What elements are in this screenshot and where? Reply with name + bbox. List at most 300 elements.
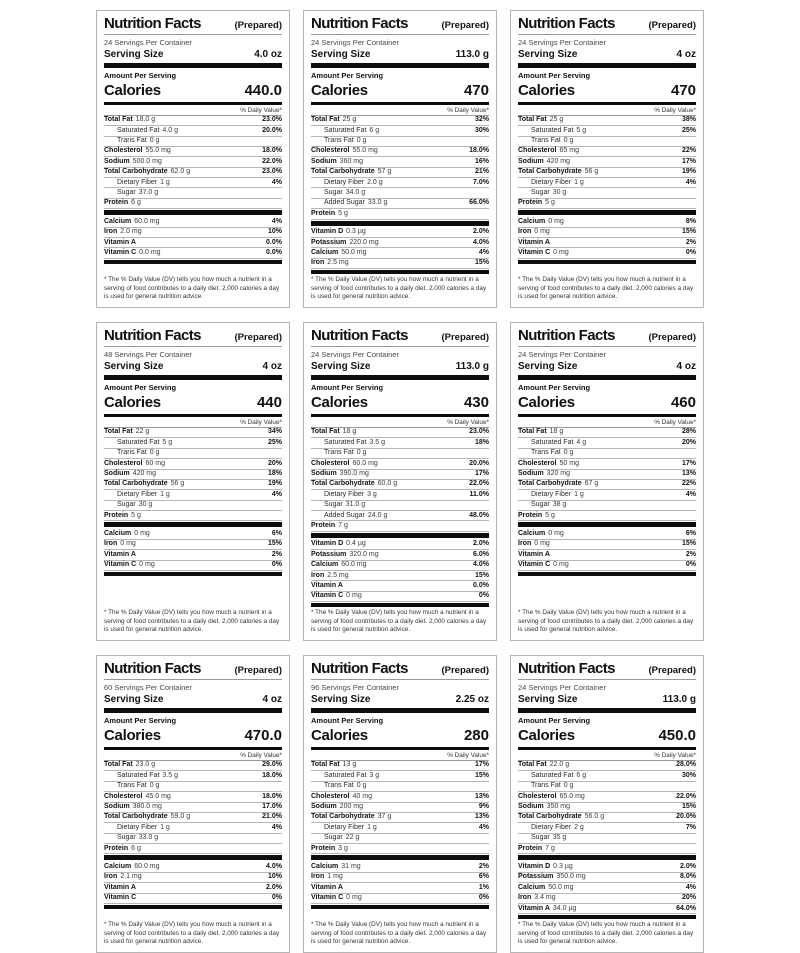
- micro-rows: [104, 529, 282, 571]
- nutrient-left: [311, 522, 348, 530]
- nutrient-daily-value: 18%: [267, 470, 282, 478]
- nutrient-left: [311, 561, 367, 569]
- main-rows: [311, 761, 489, 855]
- nutrient-name: Dietary Fiber: [531, 823, 572, 831]
- nutrient-name: Cholesterol: [311, 792, 350, 800]
- nutrient-left: [104, 761, 155, 769]
- nutrient-daily-value: 0.0%: [473, 581, 489, 589]
- serving-size-label: Serving Size: [311, 693, 371, 705]
- nutrient-name: Calcium: [311, 561, 339, 569]
- nutrient-left: [311, 210, 348, 218]
- footnote: * The % Daily Value (DV) tells you how much a nutrient in a serving of food contributes to a daily diet. 2,000 calories a day is used for general nutrition advice.: [311, 276, 487, 300]
- servings-per-container: 60 Servings Per Container: [104, 682, 192, 692]
- nutrient-row: [518, 470, 696, 480]
- nutrient-row: [518, 157, 696, 167]
- nutrient-name: Protein: [104, 511, 129, 519]
- nutrient-daily-value: 18.0%: [262, 792, 282, 800]
- nutrient-daily-value: 30%: [681, 771, 696, 779]
- calories-label: Calories: [311, 81, 368, 99]
- nutrient-left: [311, 147, 378, 155]
- nutrient-daily-value: 22.0%: [676, 792, 696, 800]
- nutrient-left: [311, 803, 363, 811]
- section-bar: [518, 210, 696, 215]
- nutrient-daily-value: 22%: [681, 147, 696, 155]
- nutrition-facts-label: [510, 10, 704, 308]
- nutrient-amount: 320 mg: [546, 470, 571, 478]
- nutrient-row: [104, 228, 282, 238]
- nutrient-daily-value: 4%: [271, 490, 282, 498]
- nutrient-row: [311, 480, 489, 490]
- nutrient-amount: 18 g: [549, 428, 564, 436]
- label-header: [104, 661, 282, 677]
- label-title: Nutrition Facts: [518, 660, 615, 678]
- nutrient-daily-value: 18.0%: [469, 147, 489, 155]
- nutrient-left: [104, 894, 139, 902]
- nutrient-name: Vitamin C: [104, 894, 137, 902]
- nutrient-daily-value: 1%: [478, 883, 489, 891]
- nutrient-amount: 0 mg: [346, 592, 362, 600]
- nutrient-left: [104, 884, 139, 892]
- nutrient-amount: 420 mg: [546, 157, 571, 165]
- nutrient-left: [311, 259, 349, 267]
- nutrient-row: [311, 873, 489, 883]
- nutrient-amount: 30 g: [552, 188, 567, 196]
- nutrient-amount: 13 g: [342, 761, 357, 769]
- nutrient-daily-value: 17%: [681, 459, 696, 467]
- nutrient-name: Vitamin C: [311, 592, 344, 600]
- nutrient-left: [117, 772, 178, 780]
- calories-value: 280: [463, 726, 489, 744]
- serving-size-label: Serving Size: [311, 360, 371, 372]
- nutrient-left: [311, 845, 348, 853]
- nutrient-left: [518, 228, 550, 236]
- nutrient-left: [117, 491, 170, 499]
- serving-size-row: [518, 693, 696, 707]
- nutrient-row: [518, 449, 696, 459]
- nutrient-left: [104, 813, 190, 821]
- prepared-tag: (Prepared): [648, 20, 696, 31]
- nutrient-row: [104, 116, 282, 126]
- nutrient-name: Protein: [518, 844, 543, 852]
- nutrient-row: [311, 259, 489, 269]
- nutrient-row: [104, 813, 282, 823]
- nutrient-row: [311, 501, 489, 511]
- nutrient-daily-value: 21.0%: [262, 813, 282, 821]
- nutrient-left: [518, 561, 569, 569]
- daily-value-header: % Daily Value*: [311, 751, 489, 761]
- nutrient-daily-value: 16%: [474, 157, 489, 165]
- footnote: * The % Daily Value (DV) tells you how much a nutrient in a serving of food contributes to a daily diet. 2,000 calories a day is used for general nutrition advice.: [104, 921, 280, 946]
- nutrient-name: Saturated Fat: [531, 126, 574, 134]
- medium-bar: [311, 747, 489, 750]
- calories-value: 470: [463, 81, 489, 99]
- main-rows: [518, 761, 696, 855]
- nutrient-daily-value: 2.0%: [473, 228, 489, 236]
- nutrient-left: [117, 137, 159, 145]
- prepared-tag: (Prepared): [234, 20, 282, 31]
- serving-size-label: Serving Size: [518, 48, 578, 60]
- nutrient-amount: 56.0 g: [584, 813, 605, 821]
- nutrient-amount: 0.3 µg: [346, 228, 366, 236]
- nutrient-row: [311, 248, 489, 258]
- serving-size-label: Serving Size: [104, 48, 164, 60]
- nutrient-left: [311, 239, 379, 247]
- nutrient-name: Protein: [311, 521, 336, 529]
- nutrient-row: [104, 540, 282, 550]
- divider: [104, 679, 282, 680]
- nutrient-left: [311, 572, 349, 580]
- calories-row: [518, 726, 696, 746]
- nutrient-left: [104, 540, 136, 548]
- nutrient-name: Vitamin A: [518, 238, 550, 246]
- serving-size-value: 4 oz: [676, 360, 696, 372]
- nutrient-name: Total Carbohydrate: [518, 168, 582, 176]
- nutrient-daily-value: 18.0%: [262, 147, 282, 155]
- nutrient-name: Sugar: [117, 501, 136, 509]
- nutrient-name: Calcium: [311, 862, 339, 870]
- nutrient-amount: 0 g: [356, 137, 367, 145]
- serving-size-row: [104, 360, 282, 374]
- nutrient-name: Total Carbohydrate: [104, 813, 168, 821]
- nutrient-left: [518, 428, 563, 436]
- calories-label: Calories: [518, 393, 575, 411]
- main-rows: [104, 761, 282, 855]
- nutrient-row: [104, 550, 282, 560]
- nutrient-left: [531, 501, 566, 509]
- nutrient-amount: 31 mg: [341, 862, 361, 870]
- amount-per-serving: Amount Per Serving: [518, 382, 591, 392]
- nutrient-amount: 0.3 µg: [553, 862, 573, 870]
- nutrient-name: Vitamin C: [311, 894, 344, 902]
- nutrient-row: [518, 116, 696, 126]
- nutrient-row: [518, 199, 696, 209]
- nutrient-left: [311, 158, 363, 166]
- nutrient-name: Sodium: [518, 803, 544, 810]
- nutrient-amount: 23.0 g: [135, 761, 156, 769]
- amount-per-serving: Amount Per Serving: [311, 715, 384, 725]
- nutrient-left: [117, 501, 152, 509]
- nutrient-name: Saturated Fat: [117, 771, 160, 779]
- main-rows: [104, 116, 282, 210]
- bottom-bar: [518, 260, 696, 264]
- nutrient-left: [311, 761, 356, 769]
- divider: [104, 34, 282, 35]
- nutrient-row: [311, 782, 489, 792]
- nutrient-amount: 55.0 mg: [352, 147, 378, 155]
- nutrient-name: Sodium: [311, 470, 337, 478]
- daily-value-header: % Daily Value*: [311, 106, 489, 116]
- nutrient-row: [311, 540, 489, 550]
- nutrient-left: [104, 480, 184, 488]
- nutrient-name: Total Fat: [104, 428, 133, 436]
- nutrient-amount: 65 mg: [559, 147, 579, 155]
- nutrient-left: [117, 189, 158, 197]
- nutrient-amount: 4.0 g: [162, 126, 178, 134]
- nutrient-left: [518, 168, 598, 176]
- nutrient-amount: 1 g: [574, 490, 584, 498]
- nutrient-row: [311, 862, 489, 872]
- main-rows: [311, 428, 489, 532]
- nutrient-daily-value: 28%: [681, 428, 696, 436]
- nutrient-name: Vitamin C: [104, 561, 137, 569]
- nutrient-row: [518, 188, 696, 198]
- nutrient-amount: 60.0 mg: [352, 459, 378, 467]
- nutrient-daily-value: 4%: [685, 490, 696, 498]
- nutrient-row: [518, 529, 696, 539]
- nutrient-daily-value: 2%: [685, 238, 696, 246]
- nutrient-daily-value: 13%: [474, 813, 489, 821]
- nutrient-left: [311, 228, 366, 236]
- nutrient-name: Vitamin C: [518, 561, 551, 569]
- nutrient-left: [518, 512, 555, 520]
- nutrient-daily-value: 64.0%: [676, 904, 696, 912]
- servings-per-container: 24 Servings Per Container: [518, 37, 606, 47]
- nutrient-left: [311, 592, 362, 600]
- nutrient-row: [518, 561, 696, 571]
- thick-bar: [518, 375, 696, 380]
- nutrient-name: Total Fat: [518, 761, 547, 769]
- nutrient-name: Sodium: [104, 157, 130, 165]
- divider: [518, 679, 696, 680]
- nutrient-daily-value: 13%: [474, 792, 489, 800]
- nutrient-name: Cholesterol: [311, 147, 350, 155]
- nutrient-daily-value: 34%: [267, 428, 282, 436]
- nutrient-name: Added Sugar: [324, 511, 365, 519]
- nutrient-row: [518, 550, 696, 560]
- bottom-bar: [104, 260, 282, 264]
- nutrient-row: [104, 178, 282, 188]
- nutrient-left: [117, 179, 170, 187]
- nutrient-left: [324, 782, 366, 790]
- nutrient-amount: 67 g: [584, 480, 599, 488]
- nutrient-left: [518, 803, 570, 811]
- bottom-bar: [104, 572, 282, 576]
- nutrient-left: [531, 491, 584, 499]
- label-title: Nutrition Facts: [104, 327, 201, 345]
- serving-size-label: Serving Size: [104, 693, 164, 705]
- serving-size-value: 113.0 g: [455, 48, 489, 60]
- nutrient-left: [531, 772, 586, 780]
- nutrient-daily-value: 0%: [478, 894, 489, 902]
- nutrient-name: Trans Fat: [324, 449, 354, 457]
- nutrient-row: [518, 904, 696, 914]
- nutrient-name: Total Fat: [104, 761, 133, 769]
- calories-row: [104, 81, 282, 101]
- divider: [311, 679, 489, 680]
- servings-per-container: 48 Servings Per Container: [104, 349, 192, 359]
- nutrient-name: Total Carbohydrate: [311, 813, 375, 821]
- nutrient-row: [104, 782, 282, 792]
- calories-value: 470: [670, 81, 696, 99]
- nutrient-left: [311, 470, 369, 478]
- nutrient-name: Total Carbohydrate: [518, 813, 582, 821]
- nutrient-amount: 45.0 mg: [145, 792, 171, 800]
- nutrient-row: [104, 147, 282, 157]
- nutrient-daily-value: 13%: [681, 470, 696, 478]
- servings-per-container: 24 Servings Per Container: [518, 349, 606, 359]
- nutrient-name: Saturated Fat: [117, 438, 160, 446]
- nutrient-left: [324, 491, 377, 499]
- nutrient-amount: 50.0 mg: [341, 248, 367, 256]
- nutrient-left: [518, 540, 550, 548]
- nutrient-row: [104, 470, 282, 480]
- nutrient-left: [311, 116, 356, 124]
- nutrient-left: [104, 428, 149, 436]
- nutrient-row: [104, 834, 282, 844]
- nutrient-row: [311, 428, 489, 438]
- nutrient-row: [104, 771, 282, 781]
- calories-row: [311, 726, 489, 746]
- nutrient-amount: 0 mg: [548, 217, 564, 225]
- serving-size-row: [104, 693, 282, 707]
- nutrient-daily-value: 20.0%: [469, 459, 489, 467]
- nutrient-daily-value: 2%: [685, 550, 696, 558]
- nutrient-name: Vitamin A: [518, 550, 550, 558]
- nutrient-row: [518, 178, 696, 188]
- nutrient-daily-value: 17%: [474, 470, 489, 478]
- nutrient-row: [311, 823, 489, 833]
- divider: [311, 346, 489, 347]
- servings-per-container: 96 Servings Per Container: [311, 682, 399, 692]
- nutrient-left: [518, 116, 563, 124]
- nutrient-amount: 55.0 mg: [145, 147, 171, 155]
- nutrient-row: [518, 873, 696, 883]
- nutrient-name: Dietary Fiber: [117, 490, 158, 498]
- nutrient-row: [311, 459, 489, 469]
- prepared-tag: (Prepared): [648, 332, 696, 344]
- nutrient-name: Vitamin A: [104, 883, 136, 891]
- nutrient-daily-value: 18.0%: [262, 771, 282, 779]
- calories-row: [311, 81, 489, 101]
- nutrient-amount: 30 g: [138, 501, 153, 509]
- nutrient-left: [324, 834, 359, 842]
- nutrient-name: Cholesterol: [518, 147, 557, 155]
- nutrient-name: Trans Fat: [531, 137, 561, 145]
- nutrient-row: [104, 844, 282, 854]
- nutrient-row: [311, 178, 489, 188]
- nutrient-amount: 0 g: [563, 782, 574, 790]
- nutrient-amount: 5 g: [576, 126, 587, 134]
- nutrient-amount: 380.0 mg: [132, 803, 162, 810]
- nutrient-amount: 2.0 g: [367, 178, 383, 186]
- nutrient-row: [518, 248, 696, 258]
- label-header: [518, 328, 696, 344]
- nutrient-amount: 3 g: [369, 771, 380, 779]
- nutrient-row: [104, 761, 282, 771]
- serving-size-value: 4 oz: [262, 360, 282, 372]
- bottom-bar: [518, 572, 696, 576]
- nutrient-left: [117, 439, 172, 447]
- nutrient-left: [518, 905, 576, 913]
- nutrient-amount: 2 g: [574, 823, 584, 831]
- micro-rows: [518, 862, 696, 914]
- nutrient-left: [117, 449, 159, 457]
- servings-per-container: 24 Servings Per Container: [311, 37, 399, 47]
- nutrient-name: Trans Fat: [531, 782, 561, 790]
- serving-size-label: Serving Size: [518, 693, 578, 705]
- nutrient-name: Added Sugar: [324, 199, 365, 207]
- nutrient-name: Iron: [518, 540, 532, 548]
- nutrient-left: [518, 158, 570, 166]
- nutrient-row: [311, 228, 489, 238]
- nutrient-amount: 2.0 mg: [120, 228, 142, 236]
- nutrient-left: [311, 863, 361, 871]
- nutrient-daily-value: 0.0%: [266, 238, 282, 246]
- nutrient-left: [518, 470, 570, 478]
- nutrient-left: [311, 540, 366, 548]
- main-rows: [518, 428, 696, 522]
- nutrient-left: [104, 199, 141, 207]
- nutrient-name: Sugar: [117, 188, 136, 196]
- daily-value-header: % Daily Value*: [518, 751, 696, 761]
- nutrient-name: Total Carbohydrate: [311, 168, 375, 176]
- nutrient-daily-value: 21%: [474, 168, 489, 176]
- nutrient-daily-value: 15%: [681, 803, 696, 810]
- micro-rows: [311, 540, 489, 602]
- nutrient-row: [518, 511, 696, 521]
- nutrient-amount: 5 g: [338, 209, 348, 217]
- nutrient-amount: 60.0 mg: [341, 561, 367, 569]
- amount-per-serving: Amount Per Serving: [311, 382, 384, 392]
- nutrient-left: [311, 249, 367, 257]
- nutrient-left: [324, 199, 387, 207]
- prepared-tag: (Prepared): [441, 332, 489, 344]
- amount-per-serving: Amount Per Serving: [518, 70, 591, 80]
- nutrient-daily-value: 23.0%: [262, 116, 282, 124]
- nutrient-name: Calcium: [518, 883, 546, 891]
- nutrient-amount: 6 g: [131, 844, 141, 852]
- section-bar: [311, 221, 489, 226]
- nutrient-row: [104, 792, 282, 802]
- label-title: Nutrition Facts: [104, 660, 201, 678]
- nutrient-left: [311, 884, 346, 892]
- nutrient-daily-value: 29.0%: [262, 761, 282, 769]
- nutrient-left: [518, 761, 569, 769]
- medium-bar: [104, 414, 282, 417]
- serving-size-label: Serving Size: [518, 360, 578, 372]
- main-rows: [518, 116, 696, 210]
- nutrient-row: [311, 490, 489, 500]
- nutrient-amount: 31.0 g: [345, 501, 366, 509]
- nutrient-name: Vitamin D: [311, 540, 344, 548]
- nutrient-row: [518, 490, 696, 500]
- divider: [311, 34, 489, 35]
- nutrient-daily-value: 15%: [681, 540, 696, 548]
- nutrient-row: [518, 540, 696, 550]
- nutrient-daily-value: 20%: [681, 894, 696, 902]
- nutrient-amount: 22 g: [345, 834, 360, 842]
- nutrient-row: [104, 501, 282, 511]
- label-title: Nutrition Facts: [518, 327, 615, 345]
- nutrient-left: [104, 470, 156, 478]
- nutrient-row: [311, 581, 489, 591]
- nutrient-left: [518, 813, 604, 821]
- amount-per-serving: Amount Per Serving: [104, 382, 177, 392]
- nutrient-left: [324, 189, 365, 197]
- footnote: * The % Daily Value (DV) tells you how much a nutrient in a serving of food contributes to a daily diet. 2,000 calories a day is used for general nutrition advice.: [311, 921, 487, 946]
- nutrient-left: [117, 834, 158, 842]
- calories-value: 440: [256, 393, 282, 411]
- nutrient-left: [531, 439, 586, 447]
- nutrient-name: Protein: [311, 844, 336, 852]
- section-bar: [104, 855, 282, 860]
- nutrient-daily-value: 17.0%: [262, 803, 282, 810]
- nutrient-name: Iron: [311, 571, 325, 579]
- nutrient-name: Trans Fat: [117, 137, 147, 145]
- nutrient-left: [311, 582, 346, 590]
- nutrient-name: Iron: [104, 540, 118, 548]
- nutrient-left: [104, 530, 150, 538]
